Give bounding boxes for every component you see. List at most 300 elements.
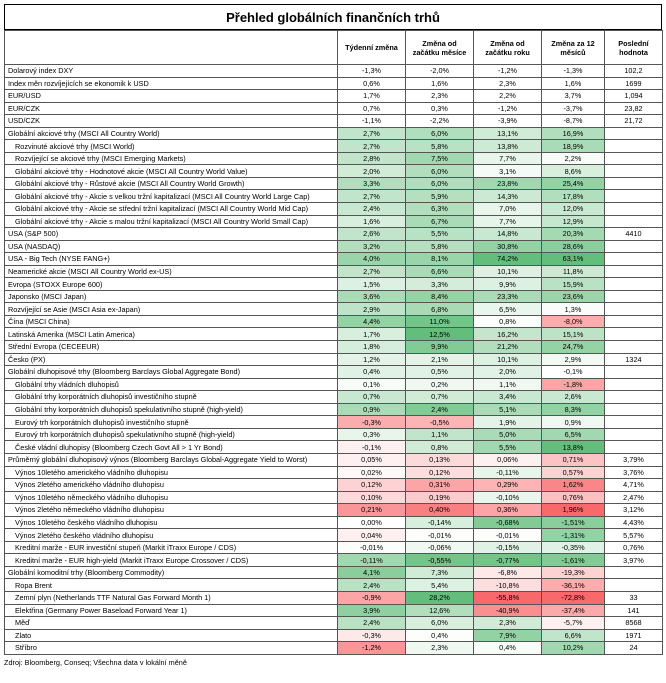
change-cell: 11,8% [542, 265, 605, 278]
table-row [5, 203, 663, 216]
row-label: Zemní plyn (Netherlands TTF Natural Gas Forward Month 1) [5, 591, 338, 604]
change-cell: -0,11% [338, 554, 406, 567]
change-cell: 8,6% [542, 165, 605, 178]
last-value-cell [605, 215, 663, 228]
change-cell: 6,0% [406, 177, 474, 190]
change-cell: 18,9% [542, 140, 605, 153]
change-cell: 6,0% [406, 127, 474, 140]
table-row [5, 617, 663, 630]
change-cell: 0,9% [542, 416, 605, 429]
change-cell: 13,1% [474, 127, 542, 140]
change-cell: 5,9% [406, 190, 474, 203]
table-row [5, 516, 663, 529]
change-cell: 14,8% [474, 228, 542, 241]
change-cell: 1,2% [338, 353, 406, 366]
table-row [5, 642, 663, 655]
table-row [5, 366, 663, 379]
change-cell: 5,0% [474, 428, 542, 441]
change-cell: 0,21% [338, 504, 406, 517]
change-cell: -0,9% [338, 591, 406, 604]
row-label: Latinská Amerika (MSCI Latin America) [5, 328, 338, 341]
change-cell: -0,10% [474, 491, 542, 504]
change-cell: 1,5% [338, 278, 406, 291]
row-label: Globální akciové trhy - Akcie s malou tržní kapitalizací (MSCI All Country World Small Cap) [5, 215, 338, 228]
last-value-cell: 23,82 [605, 102, 663, 115]
change-cell: 0,5% [406, 366, 474, 379]
change-cell: -6,8% [474, 566, 542, 579]
last-value-cell: 24 [605, 642, 663, 655]
change-cell: 2,2% [474, 90, 542, 103]
table-row [5, 152, 663, 165]
change-cell: 3,2% [338, 240, 406, 253]
last-value-cell: 102,2 [605, 65, 663, 78]
change-cell: 8,4% [406, 290, 474, 303]
table-row [5, 441, 663, 454]
change-cell: 0,36% [474, 504, 542, 517]
change-cell: 17,8% [542, 190, 605, 203]
change-cell: 15,9% [542, 278, 605, 291]
change-cell: 2,3% [474, 617, 542, 630]
change-cell: 7,3% [406, 566, 474, 579]
change-cell: -3,7% [542, 102, 605, 115]
last-value-cell [605, 177, 663, 190]
table-body [5, 65, 663, 655]
change-cell: 7,5% [406, 152, 474, 165]
change-cell: -0,15% [474, 541, 542, 554]
table-row [5, 403, 663, 416]
change-cell: 0,4% [406, 629, 474, 642]
row-label: Globální trhy vládních dluhopisů [5, 378, 338, 391]
change-cell: 5,4% [406, 579, 474, 592]
last-value-cell: 3,97% [605, 554, 663, 567]
change-cell: -5,7% [542, 617, 605, 630]
change-cell: 0,8% [474, 315, 542, 328]
table-row [5, 353, 663, 366]
table-row [5, 278, 663, 291]
change-cell: -1,61% [542, 554, 605, 567]
table-row [5, 140, 663, 153]
table-row [5, 102, 663, 115]
change-cell: 3,3% [338, 177, 406, 190]
row-label: Měď [5, 617, 338, 630]
table-row [5, 253, 663, 266]
change-cell: 0,3% [406, 102, 474, 115]
change-cell: -0,14% [406, 516, 474, 529]
change-cell: 0,7% [338, 102, 406, 115]
change-cell: 6,6% [406, 265, 474, 278]
table-row [5, 127, 663, 140]
last-value-cell [605, 378, 663, 391]
change-cell: -0,55% [406, 554, 474, 567]
row-label: Výnos 2letého amerického vládního dluhopisu [5, 479, 338, 492]
change-cell: 2,9% [338, 303, 406, 316]
change-cell: 13,8% [542, 441, 605, 454]
last-value-cell [605, 566, 663, 579]
last-value-cell: 0,76% [605, 541, 663, 554]
change-cell: -0,11% [474, 466, 542, 479]
last-value-cell [605, 253, 663, 266]
change-cell: 6,0% [406, 617, 474, 630]
last-value-cell: 4,43% [605, 516, 663, 529]
table-row [5, 466, 663, 479]
overview-table-container [4, 4, 662, 667]
change-cell: 4,0% [338, 253, 406, 266]
change-cell: 1,7% [338, 90, 406, 103]
last-value-cell: 3,12% [605, 504, 663, 517]
last-value-cell: 2,47% [605, 491, 663, 504]
change-cell: 1,62% [542, 479, 605, 492]
last-value-cell [605, 366, 663, 379]
change-cell: 1,9% [474, 416, 542, 429]
change-cell: 5,8% [406, 240, 474, 253]
change-cell: 6,6% [542, 629, 605, 642]
change-cell: -1,8% [542, 378, 605, 391]
last-value-cell [605, 579, 663, 592]
last-value-cell [605, 140, 663, 153]
change-cell: 1,3% [542, 303, 605, 316]
table-row [5, 579, 663, 592]
change-cell: 12,6% [406, 604, 474, 617]
change-cell: -1,3% [542, 65, 605, 78]
last-value-cell [605, 416, 663, 429]
change-cell: -8,0% [542, 315, 605, 328]
change-cell: 12,9% [542, 215, 605, 228]
change-cell: 0,6% [338, 77, 406, 90]
change-cell: 2,4% [338, 617, 406, 630]
row-label: EUR/USD [5, 90, 338, 103]
change-cell: 2,7% [338, 190, 406, 203]
change-cell: 6,3% [406, 203, 474, 216]
table-row [5, 77, 663, 90]
row-label: Výnos 10letého českého vládního dluhopisu [5, 516, 338, 529]
row-label: Výnos 2letého českého vládního dluhopisu [5, 529, 338, 542]
change-cell: -0,5% [406, 416, 474, 429]
last-value-cell [605, 265, 663, 278]
last-value-cell: 21,72 [605, 115, 663, 128]
change-cell: 2,8% [338, 152, 406, 165]
change-cell: -0,01% [338, 541, 406, 554]
row-label: Eurový trh korporátních dluhopisů spekulativního stupně (high-yield) [5, 428, 338, 441]
change-cell: 1,7% [338, 328, 406, 341]
change-cell: 1,6% [542, 77, 605, 90]
table-row [5, 190, 663, 203]
row-label: Evropa (STOXX Europe 600) [5, 278, 338, 291]
last-value-cell [605, 240, 663, 253]
row-label: Globální trhy korporátních dluhopisů spekulativního stupně (high-yield) [5, 403, 338, 416]
change-cell: 3,9% [338, 604, 406, 617]
header-label [5, 31, 338, 65]
row-label: Výnos 2letého německého vládního dluhopisu [5, 504, 338, 517]
change-cell: -0,1% [542, 366, 605, 379]
change-cell: 16,2% [474, 328, 542, 341]
change-cell: 0,04% [338, 529, 406, 542]
change-cell: 2,4% [338, 203, 406, 216]
change-cell: 2,2% [542, 152, 605, 165]
change-cell: 63,1% [542, 253, 605, 266]
table-row [5, 115, 663, 128]
change-cell: 0,31% [406, 479, 474, 492]
change-cell: 2,7% [338, 140, 406, 153]
change-cell: 12,5% [406, 328, 474, 341]
change-cell: -1,2% [474, 102, 542, 115]
table-row [5, 290, 663, 303]
last-value-cell [605, 328, 663, 341]
table-row [5, 529, 663, 542]
last-value-cell: 3,79% [605, 453, 663, 466]
change-cell: -1,31% [542, 529, 605, 542]
table-row [5, 491, 663, 504]
table-row [5, 303, 663, 316]
row-label: Průměrný globální dluhopisový výnos (Bloomberg Barclays Global-Aggregate Yield to Worst) [5, 453, 338, 466]
last-value-cell [605, 165, 663, 178]
change-cell: 0,4% [338, 366, 406, 379]
row-label: USA (S&P 500) [5, 228, 338, 241]
row-label: Česko (PX) [5, 353, 338, 366]
last-value-cell [605, 391, 663, 404]
change-cell: 23,8% [474, 177, 542, 190]
row-label: Výnos 10letého amerického vládního dluhopisu [5, 466, 338, 479]
change-cell: 10,1% [474, 353, 542, 366]
change-cell: 2,9% [542, 353, 605, 366]
change-cell: 1,8% [338, 341, 406, 354]
change-cell: 2,4% [338, 579, 406, 592]
change-cell: 8,3% [542, 403, 605, 416]
row-label: Kreditní marže - EUR high-yield (Markit iTraxx Europe Crossover / CDS) [5, 554, 338, 567]
change-cell: 10,1% [474, 265, 542, 278]
change-cell: 2,0% [338, 165, 406, 178]
table-row [5, 504, 663, 517]
change-cell: 1,96% [542, 504, 605, 517]
row-label: Globální komoditní trhy (Bloomberg Commodity) [5, 566, 338, 579]
change-cell: 7,9% [474, 629, 542, 642]
change-cell: -55,8% [474, 591, 542, 604]
change-cell: 2,3% [406, 90, 474, 103]
change-cell: 0,12% [406, 466, 474, 479]
change-cell: 74,2% [474, 253, 542, 266]
row-label: Střední Evropa (CECEEUR) [5, 341, 338, 354]
row-label: České vládní dluhopisy (Bloomberg Czech Govt All > 1 Yr Bond) [5, 441, 338, 454]
change-cell: -1,2% [474, 65, 542, 78]
change-cell: 5,8% [406, 140, 474, 153]
change-cell: 12,0% [542, 203, 605, 216]
row-label: Globální akciové trhy - Akcie s velkou tržní kapitalizací (MSCI All Country World Large Cap) [5, 190, 338, 203]
table-row [5, 604, 663, 617]
table-row [5, 391, 663, 404]
page-title: Přehled globálních finančních trhů [4, 4, 662, 30]
last-value-cell [605, 315, 663, 328]
change-cell: 5,1% [474, 403, 542, 416]
change-cell: 2,6% [542, 391, 605, 404]
last-value-cell: 4410 [605, 228, 663, 241]
change-cell: -1,1% [338, 115, 406, 128]
change-cell: -0,06% [406, 541, 474, 554]
table-row [5, 65, 663, 78]
row-label: Kreditní marže - EUR investiční stupeň (Markit iTraxx Europe / CDS) [5, 541, 338, 554]
change-cell: 4,4% [338, 315, 406, 328]
row-label: Výnos 10letého německého vládního dluhopisu [5, 491, 338, 504]
change-cell: 4,1% [338, 566, 406, 579]
change-cell: 2,3% [474, 77, 542, 90]
last-value-cell [605, 278, 663, 291]
last-value-cell: 1699 [605, 77, 663, 90]
last-value-cell [605, 403, 663, 416]
header-ytd: Změna od začátku roku [474, 31, 542, 65]
table-row [5, 265, 663, 278]
header-mtd: Změna od začátku měsíce [406, 31, 474, 65]
row-label: Globální akciové trhy - Akcie se střední tržní kapitalizací (MSCI All Country World Mid Cap) [5, 203, 338, 216]
row-label: Rozvíjející se Asie (MSCI Asia ex-Japan) [5, 303, 338, 316]
change-cell: 7,7% [474, 152, 542, 165]
table-row [5, 629, 663, 642]
change-cell: 1,1% [474, 378, 542, 391]
source-note: Zdroj: Bloomberg, Conseq; Všechna data v lokální měně [4, 657, 187, 667]
change-cell: 1,6% [338, 215, 406, 228]
change-cell: 7,7% [474, 215, 542, 228]
change-cell: 0,40% [406, 504, 474, 517]
change-cell: 16,9% [542, 127, 605, 140]
change-cell: -1,2% [338, 642, 406, 655]
change-cell: 0,3% [338, 428, 406, 441]
change-cell: 3,1% [474, 165, 542, 178]
change-cell: 0,02% [338, 466, 406, 479]
header-last-value: Poslední hodnota [605, 31, 663, 65]
row-label: Ropa Brent [5, 579, 338, 592]
change-cell: -0,01% [474, 529, 542, 542]
last-value-cell [605, 303, 663, 316]
last-value-cell [605, 152, 663, 165]
row-label: Globální akciové trhy - Hodnotové akcie (MSCI All Country World Value) [5, 165, 338, 178]
change-cell: -10,8% [474, 579, 542, 592]
change-cell: 11,0% [406, 315, 474, 328]
last-value-cell [605, 190, 663, 203]
change-cell: 30,8% [474, 240, 542, 253]
change-cell: -2,2% [406, 115, 474, 128]
last-value-cell [605, 290, 663, 303]
last-value-cell: 33 [605, 591, 663, 604]
change-cell: 2,3% [406, 642, 474, 655]
table-row [5, 240, 663, 253]
change-cell: 9,9% [406, 341, 474, 354]
change-cell: 24,7% [542, 341, 605, 354]
change-cell: 15,1% [542, 328, 605, 341]
table-row [5, 378, 663, 391]
change-cell: 9,9% [474, 278, 542, 291]
change-cell: 0,00% [338, 516, 406, 529]
row-label: Elektřina (Germany Power Baseload Forward Year 1) [5, 604, 338, 617]
change-cell: 3,4% [474, 391, 542, 404]
change-cell: 2,6% [338, 228, 406, 241]
change-cell: -40,9% [474, 604, 542, 617]
row-label: Rozvíjející se akciové trhy (MSCI Emerging Markets) [5, 152, 338, 165]
change-cell: 0,12% [338, 479, 406, 492]
change-cell: -2,0% [406, 65, 474, 78]
change-cell: 2,7% [338, 127, 406, 140]
change-cell: 6,5% [474, 303, 542, 316]
row-label: Globální dluhopisové trhy (Bloomberg Barclays Global Aggregate Bond) [5, 366, 338, 379]
table-row [5, 215, 663, 228]
change-cell: 3,7% [542, 90, 605, 103]
change-cell: -0,77% [474, 554, 542, 567]
change-cell: 2,0% [474, 366, 542, 379]
change-cell: 0,76% [542, 491, 605, 504]
last-value-cell: 3,76% [605, 466, 663, 479]
change-cell: -0,3% [338, 416, 406, 429]
row-label: Neamerické akcie (MSCI All Country World ex-US) [5, 265, 338, 278]
change-cell: -19,3% [542, 566, 605, 579]
header-weekly: Týdenní změna [338, 31, 406, 65]
row-label: USD/CZK [5, 115, 338, 128]
row-label: Zlato [5, 629, 338, 642]
change-cell: -0,1% [338, 441, 406, 454]
table-row [5, 315, 663, 328]
last-value-cell: 1971 [605, 629, 663, 642]
markets-table [4, 30, 663, 655]
change-cell: 0,4% [474, 642, 542, 655]
table-row [5, 90, 663, 103]
change-cell: 6,7% [406, 215, 474, 228]
table-row [5, 554, 663, 567]
row-label: Globální trhy korporátních dluhopisů investičního stupně [5, 391, 338, 404]
row-label: Globální akciové trhy (MSCI All Country World) [5, 127, 338, 140]
table-row [5, 416, 663, 429]
row-label: Dolarový index DXY [5, 65, 338, 78]
row-label: EUR/CZK [5, 102, 338, 115]
last-value-cell: 4,71% [605, 479, 663, 492]
change-cell: 0,05% [338, 453, 406, 466]
header-12m: Změna za 12 měsíců [542, 31, 605, 65]
change-cell: 2,1% [406, 353, 474, 366]
change-cell: 3,3% [406, 278, 474, 291]
row-label: Rozvinuté akciové trhy (MSCI World) [5, 140, 338, 153]
change-cell: 5,5% [474, 441, 542, 454]
change-cell: 28,2% [406, 591, 474, 604]
row-label: Index měn rozvíjejících se ekonomik k USD [5, 77, 338, 90]
row-label: USA (NASDAQ) [5, 240, 338, 253]
change-cell: 28,6% [542, 240, 605, 253]
change-cell: -8,7% [542, 115, 605, 128]
last-value-cell [605, 441, 663, 454]
last-value-cell: 5,57% [605, 529, 663, 542]
change-cell: -36,1% [542, 579, 605, 592]
table-row [5, 428, 663, 441]
table-row [5, 341, 663, 354]
change-cell: 3,6% [338, 290, 406, 303]
table-row [5, 328, 663, 341]
change-cell: 23,3% [474, 290, 542, 303]
change-cell: 8,1% [406, 253, 474, 266]
change-cell: 0,10% [338, 491, 406, 504]
change-cell: 5,5% [406, 228, 474, 241]
last-value-cell [605, 428, 663, 441]
change-cell: 25,4% [542, 177, 605, 190]
change-cell: 6,8% [406, 303, 474, 316]
row-label: Japonsko (MSCI Japan) [5, 290, 338, 303]
last-value-cell: 8568 [605, 617, 663, 630]
table-row [5, 541, 663, 554]
change-cell: 0,8% [406, 441, 474, 454]
change-cell: 0,7% [338, 391, 406, 404]
change-cell: -0,01% [406, 529, 474, 542]
change-cell: 0,29% [474, 479, 542, 492]
change-cell: 10,2% [542, 642, 605, 655]
table-row [5, 591, 663, 604]
change-cell: 2,7% [338, 265, 406, 278]
table-row [5, 479, 663, 492]
change-cell: -37,4% [542, 604, 605, 617]
change-cell: 0,19% [406, 491, 474, 504]
change-cell: 1,6% [406, 77, 474, 90]
last-value-cell [605, 203, 663, 216]
